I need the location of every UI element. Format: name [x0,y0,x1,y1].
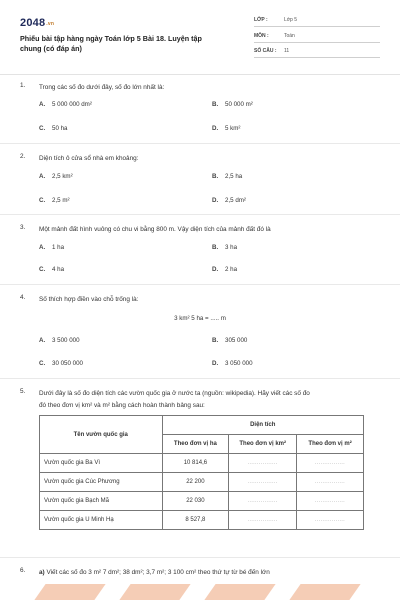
option-b[interactable]: B. 2,5 ha [212,173,243,180]
option-d[interactable]: D. 2,5 dm² [212,197,246,204]
park-name: Vườn quốc gia Bạch Mã [40,492,163,511]
question-divider [0,214,400,215]
option-b[interactable]: B. 305 000 [212,337,248,344]
ribbon-shape [34,584,105,600]
option-a[interactable]: A. 3 500 000 [39,337,80,344]
question-divider [0,143,400,144]
option-c[interactable]: C. 2,5 m² [39,197,70,204]
ribbon-shape [289,584,360,600]
question-divider [0,557,400,558]
park-name: Vườn quốc gia U Minh Hạ [40,511,163,530]
part-label: a) [39,569,45,576]
column-header-m2: Theo đơn vị m² [297,435,364,454]
column-header-name: Tên vườn quốc gia [40,416,163,454]
option-c[interactable]: C. 4 ha [39,266,65,273]
table-row [40,454,364,473]
option-a[interactable]: A. 2,5 km² [39,173,73,180]
option-d[interactable]: D. 5 km² [212,125,241,132]
park-name: Vườn quốc gia Ba Vì [40,454,163,473]
footer-decoration [0,584,400,600]
area-ha: 8 527,8 [162,511,229,530]
question-divider [0,378,400,379]
area-km2-blank[interactable]: ................ [229,492,297,511]
site-logo[interactable]: $2048^{.vn}$ [20,17,55,29]
area-km2-blank[interactable]: ................ [229,511,297,530]
ribbon-shape [119,584,190,600]
option-b[interactable]: B. 3 ha [212,244,238,251]
option-d[interactable]: D. 2 ha [212,266,238,273]
question-count-field: SỐ CÂU : 11 [254,45,380,58]
column-group-area: Diện tích [162,416,363,435]
ribbon-shape [204,584,275,600]
table-row [40,511,364,530]
option-a[interactable]: A. 1 ha [39,244,65,251]
question-6-text: Viết các số đo 3 m² 7 dm²; 38 dm²; 3,7 m²; 3 100 cm² theo thứ tự từ bé đến lớn [46,569,270,576]
national-parks-table [39,415,364,530]
area-m2-blank[interactable]: ................ [297,511,364,530]
area-m2-blank[interactable]: ................ [297,473,364,492]
table-row [40,492,364,511]
table-header-row [40,416,364,435]
option-b[interactable]: B. 50 000 m² [212,101,253,108]
class-field: LỚP : Lớp 5 [254,14,380,27]
subject-field: MÔN : Toán [254,30,380,43]
option-a[interactable]: A. 5 000 000 dm² [39,101,92,108]
area-ha: 10 814,6 [162,454,229,473]
option-c[interactable]: C. 50 ha [39,125,68,132]
area-ha: 22 030 [162,492,229,511]
area-km2-blank[interactable]: ................ [229,454,297,473]
option-c[interactable]: C. 30 050 000 [39,360,83,367]
area-km2-blank[interactable]: ................ [229,473,297,492]
option-d[interactable]: D. 3 050 000 [212,360,253,367]
park-name: Vườn quốc gia Cúc Phương [40,473,163,492]
question-5-line-2: đó theo đơn vị km² và m² bằng cách hoàn thành bảng sau: [39,402,205,409]
area-m2-blank[interactable]: ................ [297,492,364,511]
worksheet-title: Phiếu bài tập hàng ngày Toán lớp 5 Bài 18. Luyện tập chung (có đáp án) [20,34,202,53]
table-row [40,473,364,492]
area-m2-blank[interactable]: ................ [297,454,364,473]
column-header-ha: Theo đơn vị ha [162,435,229,454]
question-5-line-1: Dưới đây là số đo diện tích các vườn quốc gia ở nước ta (nguồn: wikipedia). Hãy viết các số đo [39,390,310,397]
question-divider [0,284,400,285]
conversion-expression: 3 km² 5 ha = ..... m [174,315,226,322]
header-divider [0,74,400,75]
column-header-km2: Theo đơn vị km² [229,435,297,454]
worksheet-header [0,0,400,70]
area-ha: 22 200 [162,473,229,492]
